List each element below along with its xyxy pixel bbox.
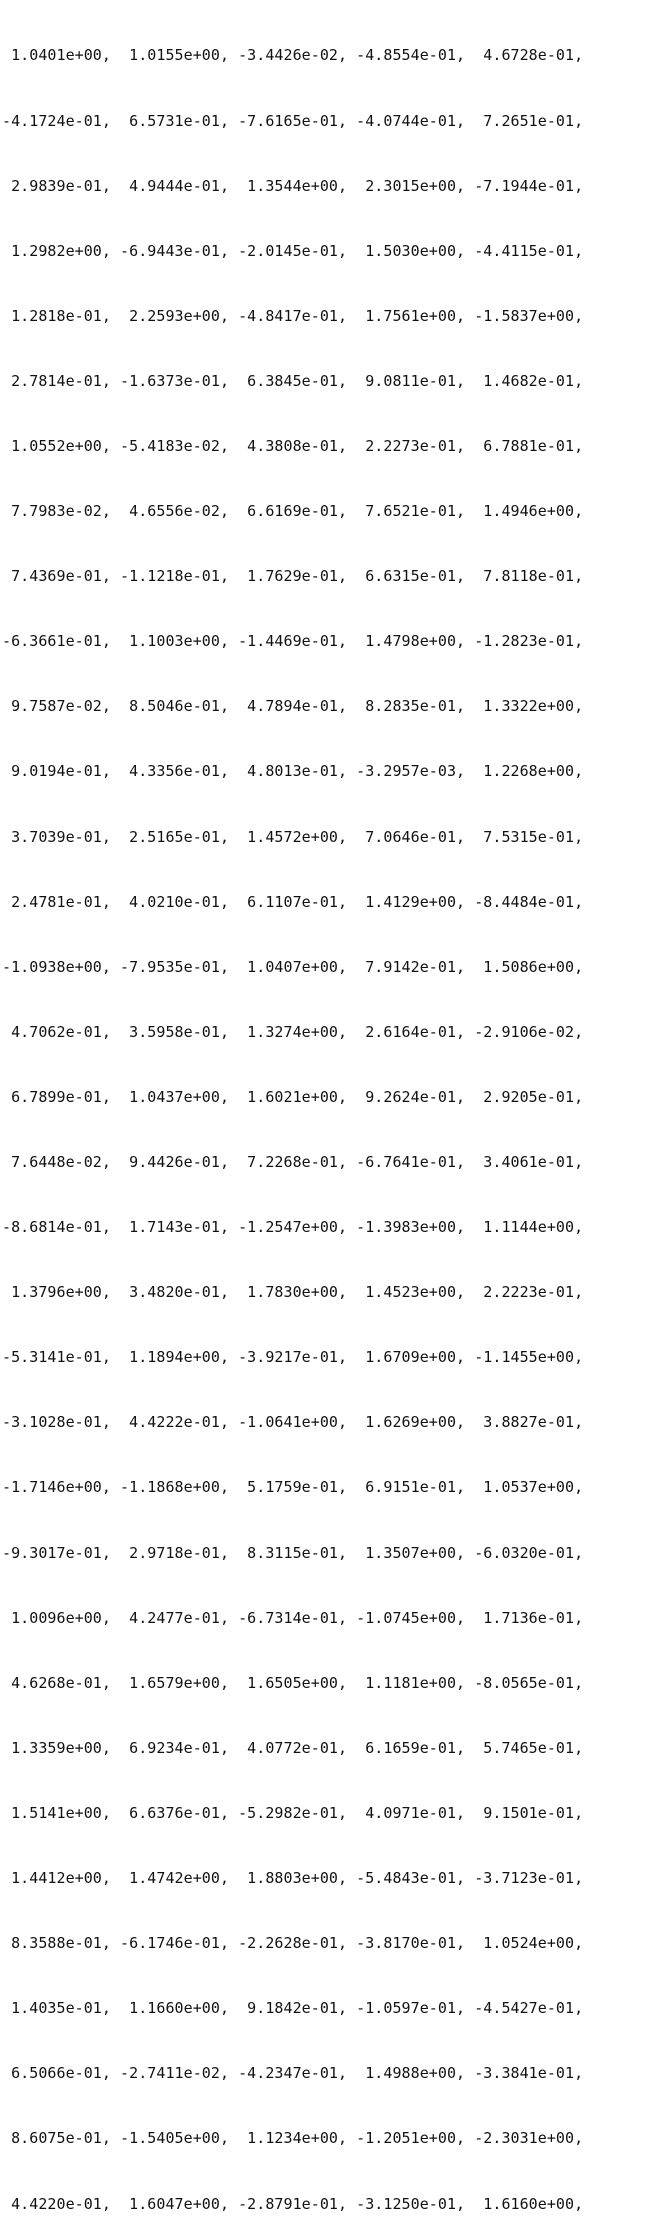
- tensor-row: -8.6814e-01, 1.7143e-01, -1.2547e+00, -1.3983e+00, 1.1144e+00,: [2, 1218, 584, 1237]
- tensor-row: 7.7983e-02, 4.6556e-02, 6.6169e-01, 7.6521e-01, 1.4946e+00,: [2, 502, 584, 521]
- tensor-row: 1.2982e+00, -6.9443e-01, -2.0145e-01, 1.5030e+00, -4.4115e-01,: [2, 241, 584, 260]
- tensor-row: -4.1724e-01, 6.5731e-01, -7.6165e-01, -4.0744e-01, 7.2651e-01,: [2, 111, 584, 130]
- tensor-row: 8.3588e-01, -6.1746e-01, -2.2628e-01, -3.8170e-01, 1.0524e+00,: [2, 1934, 584, 1953]
- tensor-row: 2.4781e-01, 4.0210e-01, 6.1107e-01, 1.4129e+00, -8.4484e-01,: [2, 892, 584, 911]
- tensor-row: 4.7062e-01, 3.5958e-01, 1.3274e+00, 2.6164e-01, -2.9106e-02,: [2, 1022, 584, 1041]
- tensor-row: -1.0938e+00, -7.9535e-01, 1.0407e+00, 7.9142e-01, 1.5086e+00,: [2, 957, 584, 976]
- tensor-row: 6.7899e-01, 1.0437e+00, 1.6021e+00, 9.2624e-01, 2.9205e-01,: [2, 1087, 584, 1106]
- tensor-row: 7.6448e-02, 9.4426e-01, 7.2268e-01, -6.7641e-01, 3.4061e-01,: [2, 1153, 584, 1171]
- tensor-row: 7.4369e-01, -1.1218e-01, 1.7629e-01, 6.6315e-01, 7.8118e-01,: [2, 567, 584, 586]
- tensor-row: 1.0096e+00, 4.2477e-01, -6.7314e-01, -1.0745e+00, 1.7136e-01,: [2, 1608, 584, 1627]
- tensor-row: 4.4220e-01, 1.6047e+00, -2.8791e-01, -3.1250e-01, 1.6160e+00,: [2, 2194, 584, 2213]
- tensor-row: 8.6075e-01, -1.5405e+00, 1.1234e+00, -1.2051e+00, -2.3031e+00,: [2, 2129, 584, 2148]
- tensor-row: 9.7587e-02, 8.5046e-01, 4.7894e-01, 8.2835e-01, 1.3322e+00,: [2, 697, 584, 716]
- tensor-row: -9.3017e-01, 2.9718e-01, 8.3115e-01, 1.3507e+00, -6.0320e-01,: [2, 1543, 584, 1562]
- tensor-row: 1.0401e+00, 1.0155e+00, -3.4426e-02, -4.8554e-01, 4.6728e-01,: [2, 46, 584, 65]
- tensor-row: -5.3141e-01, 1.1894e+00, -3.9217e-01, 1.6709e+00, -1.1455e+00,: [2, 1348, 584, 1367]
- tensor-row: 1.4412e+00, 1.4742e+00, 1.8803e+00, -5.4843e-01, -3.7123e-01,: [2, 1869, 584, 1888]
- tensor-row: 3.7039e-01, 2.5165e-01, 1.4572e+00, 7.0646e-01, 7.5315e-01,: [2, 827, 584, 846]
- tensor-row: 2.9839e-01, 4.9444e-01, 1.3544e+00, 2.3015e+00, -7.1944e-01,: [2, 176, 584, 195]
- tensor-row: 1.2818e-01, 2.2593e+00, -4.8417e-01, 1.7561e+00, -1.5837e+00,: [2, 306, 584, 325]
- tensor-row: 1.5141e+00, 6.6376e-01, -5.2982e-01, 4.0971e-01, 9.1501e-01,: [2, 1803, 584, 1822]
- tensor-row: -3.1028e-01, 4.4222e-01, -1.0641e+00, 1.6269e+00, 3.8827e-01,: [2, 1413, 584, 1432]
- tensor-row: 1.0552e+00, -5.4183e-02, 4.3808e-01, 2.2273e-01, 6.7881e-01,: [2, 436, 584, 455]
- tensor-row: 1.3359e+00, 6.9234e-01, 4.0772e-01, 6.1659e-01, 5.7465e-01,: [2, 1738, 584, 1757]
- tensor-row: -6.3661e-01, 1.1003e+00, -1.4469e-01, 1.4798e+00, -1.2823e-01,: [2, 632, 584, 651]
- tensor-row: 4.6268e-01, 1.6579e+00, 1.6505e+00, 1.1181e+00, -8.0565e-01,: [2, 1673, 584, 1692]
- tensor-row: 2.7814e-01, -1.6373e-01, 6.3845e-01, 9.0811e-01, 1.4682e-01,: [2, 371, 584, 390]
- tensor-row: -1.7146e+00, -1.1868e+00, 5.1759e-01, 6.9151e-01, 1.0537e+00,: [2, 1478, 584, 1497]
- tensor-row: 9.0194e-01, 4.3356e-01, 4.8013e-01, -3.2957e-03, 1.2268e+00,: [2, 762, 584, 781]
- tensor-row: 1.3796e+00, 3.4820e-01, 1.7830e+00, 1.4523e+00, 2.2223e-01,: [2, 1283, 584, 1302]
- tensor-row: 1.4035e-01, 1.1660e+00, 9.1842e-01, -1.0597e-01, -4.5427e-01,: [2, 1999, 584, 2018]
- tensor-row: 6.5066e-01, -2.7411e-02, -4.2347e-01, 1.4988e+00, -3.3841e-01,: [2, 2064, 584, 2083]
